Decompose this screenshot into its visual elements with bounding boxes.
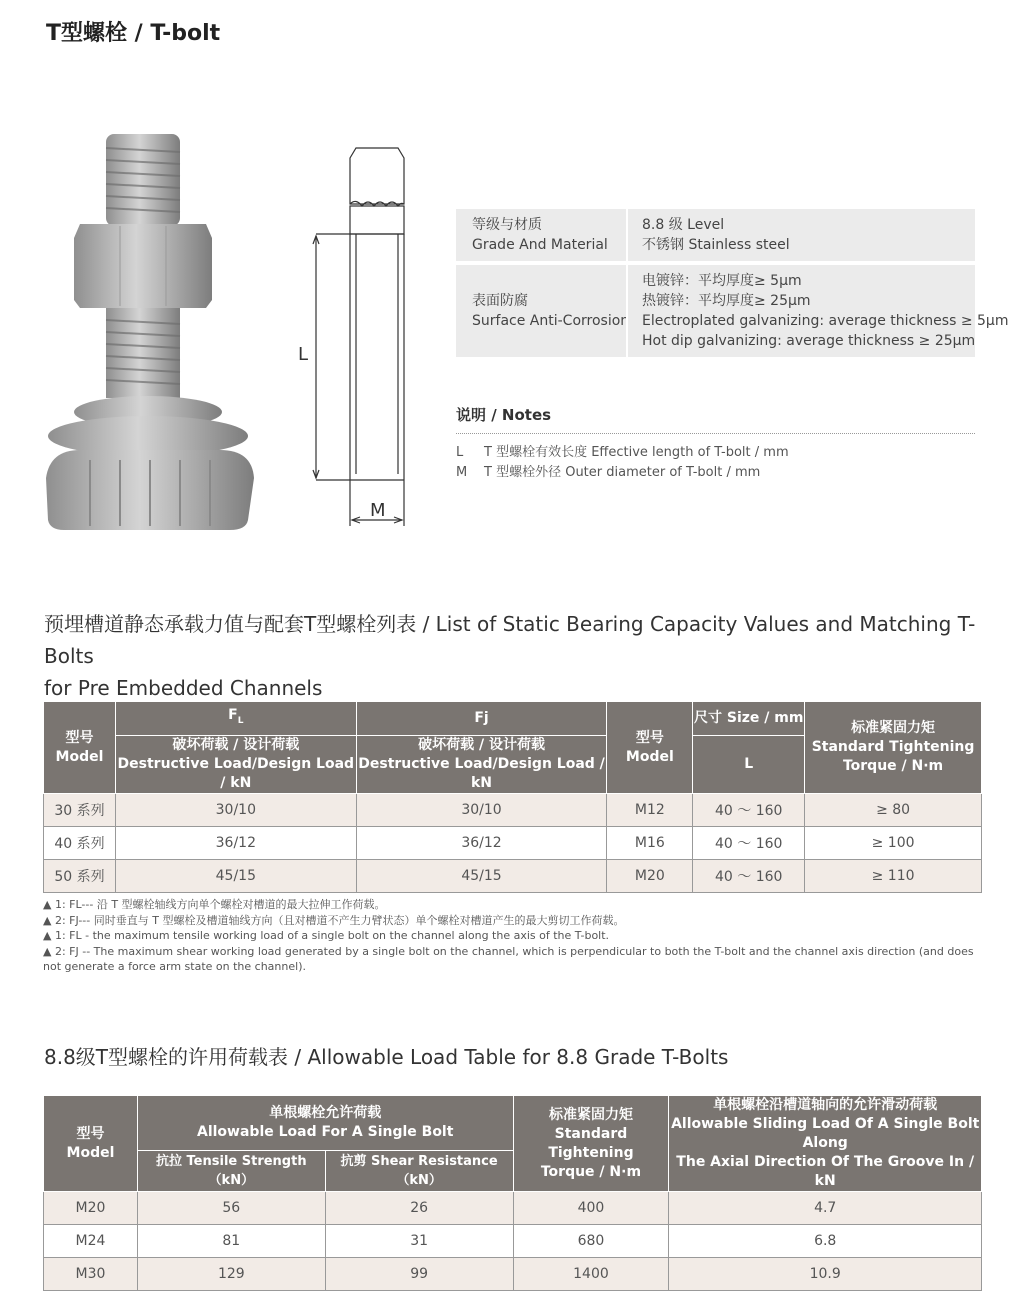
table-row [44, 1225, 982, 1258]
header-sliding-load: 单根螺栓沿槽道轴向的允许滑动荷载 Allowable Sliding Load Of A Single Bolt Along The Axial Direction Of The Groove In / kN [669, 1096, 982, 1192]
spec-table [456, 209, 1009, 361]
cell-model: M24 [44, 1225, 138, 1258]
spec-value: 8.8 级 Level [642, 217, 725, 233]
cell-torque: 680 [513, 1225, 669, 1258]
header-tensile: 抗拉 Tensile Strength（kN） [137, 1150, 325, 1191]
note-code: M [456, 465, 468, 480]
header-torque: 标准紧固力矩 Standard Tightening Torque / N·m [805, 702, 982, 794]
cell-torque: ≥ 110 [805, 860, 982, 893]
cell-sliding: 10.9 [669, 1258, 982, 1291]
notes-title: 说明 / Notes [456, 404, 975, 434]
dimension-l-label: L [298, 344, 309, 365]
cell-l: 40 ～ 160 [693, 794, 805, 827]
header-allowable-load: 单根螺栓允许荷载 Allowable Load For A Single Bolt [137, 1096, 513, 1151]
cell-series: 40 系列 [44, 827, 116, 860]
section1-title [44, 608, 1024, 704]
cell-fl: 30/10 [115, 794, 356, 827]
cell-tensile: 129 [137, 1258, 325, 1291]
section1-title-line2: for Pre Embedded Channels [44, 676, 323, 700]
cell-torque: ≥ 100 [805, 827, 982, 860]
cell-model: M20 [44, 1192, 138, 1225]
header-fj-load: 破坏荷载 / 设计荷载 Destructive Load/Design Load / kN [356, 736, 607, 794]
header-model: 型号 Model [44, 1096, 138, 1192]
cell-l: 40 ～ 160 [693, 827, 805, 860]
cell-shear: 31 [325, 1225, 513, 1258]
cell-model: M16 [607, 827, 693, 860]
cell-fl: 36/12 [115, 827, 356, 860]
t-bolt-photo [40, 128, 280, 538]
spec-key-en: Surface Anti-Corrosion [472, 313, 630, 329]
spec-value: 不锈钢 Stainless steel [642, 237, 790, 253]
footnote: ▲ 1: FL--- 沿 T 型螺栓轴线方向单个螺栓对槽道的最大拉伸工作荷载。 [43, 898, 386, 911]
spec-key-cn: 表面防腐 [472, 293, 528, 309]
cell-sliding: 4.7 [669, 1192, 982, 1225]
cell-tensile: 81 [137, 1225, 325, 1258]
cell-fl: 45/15 [115, 860, 356, 893]
spec-value: Hot dip galvanizing: average thickness ≥ 25μm [642, 333, 976, 349]
table-row [44, 794, 982, 827]
cell-torque: ≥ 80 [805, 794, 982, 827]
cell-tensile: 56 [137, 1192, 325, 1225]
cell-model: M30 [44, 1258, 138, 1291]
footnote: ▲ 2: FJ -- The maximum shear working load generated by a single bolt on the channel, which is perpendicular to both the T-bolt and the channel axis direction (and does not generate a force arm state on the channel). [43, 944, 974, 973]
cell-l: 40 ～ 160 [693, 860, 805, 893]
section1-title-line1: 预埋槽道静态承载力值与配套T型螺栓列表 / List of Static Bearing Capacity Values and Matching T-Bolts [44, 612, 976, 668]
note-item [456, 443, 975, 463]
header-fj: Fj [356, 702, 607, 736]
spec-value: Electroplated galvanizing: average thickness ≥ 5μm [642, 313, 1009, 329]
cell-torque: 1400 [513, 1258, 669, 1291]
cell-fj: 30/10 [356, 794, 607, 827]
dimension-m-label: M [370, 500, 386, 521]
table-row [44, 860, 982, 893]
note-text: T 型螺栓有效长度 Effective length of T-bolt / mm [484, 445, 789, 460]
header-shear: 抗剪 Shear Resistance（kN） [325, 1150, 513, 1191]
cell-series: 50 系列 [44, 860, 116, 893]
header-size: 尺寸 Size / mm [693, 702, 805, 736]
spec-key-cn: 等级与材质 [472, 217, 542, 233]
page-title: T型螺栓 / T-bolt [46, 21, 221, 46]
section2-title: 8.8级T型螺栓的许用荷载表 / Allowable Load Table for 8.8 Grade T-Bolts [44, 1045, 729, 1069]
spec-key-en: Grade And Material [472, 237, 608, 253]
cell-fj: 36/12 [356, 827, 607, 860]
cell-shear: 99 [325, 1258, 513, 1291]
bearing-capacity-table [43, 701, 982, 893]
cell-model: M12 [607, 794, 693, 827]
table-row [44, 1192, 982, 1225]
cell-series: 30 系列 [44, 794, 116, 827]
header-torque: 标准紧固力矩 Standard Tightening Torque / N·m [513, 1096, 669, 1192]
footnote: ▲ 1: FL - the maximum tensile working load of a single bolt on the channel along the axis of the T-bolt. [43, 929, 610, 942]
footnote: ▲ 2: FJ--- 同时垂直与 T 型螺栓及槽道轴线方向（且对槽道不产生力臂状态）单个螺栓对槽道产生的最大剪切工作荷载。 [43, 913, 625, 927]
spec-row-corrosion [456, 265, 1009, 357]
allowable-load-table [43, 1095, 982, 1291]
footnotes [43, 897, 983, 975]
cell-torque: 400 [513, 1192, 669, 1225]
cell-sliding: 6.8 [669, 1225, 982, 1258]
notes [456, 404, 975, 483]
spec-row-grade [456, 209, 975, 261]
t-bolt-dimension-drawing [290, 140, 430, 540]
table-row [44, 1258, 982, 1291]
table-row [44, 827, 982, 860]
note-item [456, 463, 975, 483]
header-l: L [693, 736, 805, 794]
note-text: T 型螺栓外径 Outer diameter of T-bolt / mm [484, 465, 761, 480]
cell-model: M20 [607, 860, 693, 893]
spec-value: 热镀锌：平均厚度≥ 25μm [642, 293, 811, 309]
header-model: 型号 Model [44, 702, 116, 794]
header-model2: 型号 Model [607, 702, 693, 794]
cell-shear: 26 [325, 1192, 513, 1225]
spec-value: 电镀锌：平均厚度≥ 5μm [642, 273, 802, 289]
note-code: L [456, 445, 464, 460]
header-fl-load: 破坏荷载 / 设计荷载 Destructive Load/Design Load / kN [115, 736, 356, 794]
cell-fj: 45/15 [356, 860, 607, 893]
header-fl: $F_L$ [115, 702, 356, 736]
